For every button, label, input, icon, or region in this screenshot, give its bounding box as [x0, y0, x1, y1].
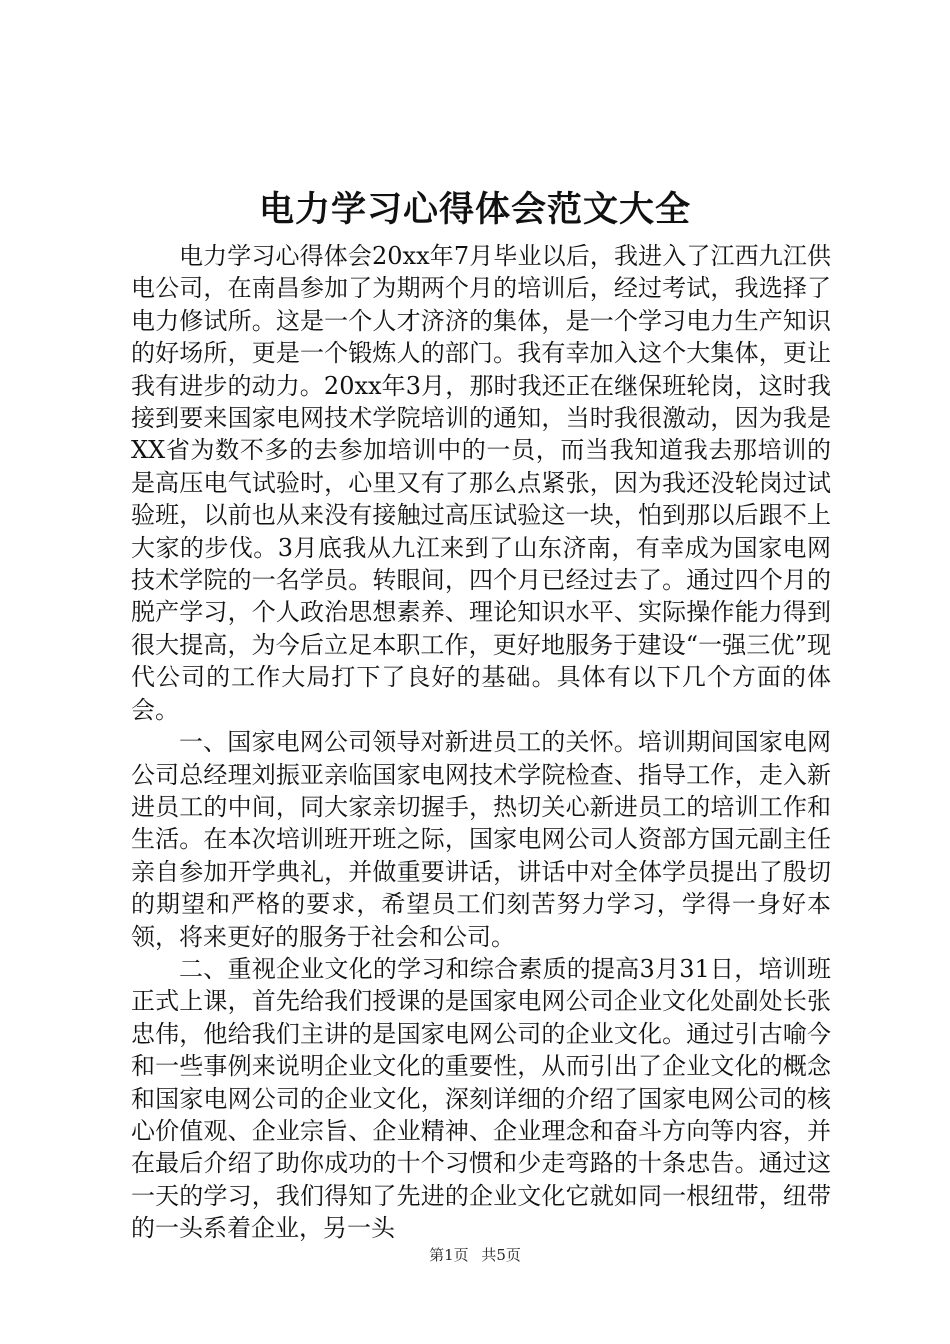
page-footer: [0, 1245, 950, 1265]
paragraph-section-two: 二、重视企业文化的学习和综合素质的提高3月31日，培训班正式上课，首先给我们授课的是国家电网公司企业文化处副处长张忠伟，他给我们主讲的是国家电网公司的企业文化。通过引古喻今和一些事例来说明企业文化的重要性，从而引出了企业文化的概念和国家电网公司的企业文化，深刻详细的介绍了国家电网公司的核心价值观、企业宗旨、企业精神、企业理念和奋斗方向等内容，并在最后介绍了助你成功的十个习惯和少走弯路的十条忠告。通过这一天的学习，我们得知了先进的企业文化它就如同一根纽带，纽带的一头系着企业，另一头: [131, 954, 831, 1243]
page-total: 共5页: [481, 1246, 521, 1264]
document-body: [131, 240, 831, 1245]
paragraph-section-one: 一、国家电网公司领导对新进员工的关怀。培训期间国家电网公司总经理刘振亚亲临国家电网技术学院检查、指导工作，走入新进员工的中间，同大家亲切握手，热切关心新进员工的培训工作和生活。在本次培训班开班之际，国家电网公司人资部方国元副主任亲自参加开学典礼，并做重要讲话，讲话中对全体学员提出了殷切的期望和严格的要求，希望员工们刻苦努力学习，学得一身好本领，将来更好的服务于社会和公司。: [131, 728, 831, 951]
page-number: 第1页: [429, 1246, 469, 1264]
document-title: 电力学习心得体会范文大全: [258, 189, 691, 230]
paragraph-intro: 电力学习心得体会20xx年7月毕业以后，我进入了江西九江供电公司，在南昌参加了为期两个月的培训后，经过考试，我选择了电力修试所。这是一个人才济济的集体，是一个学习电力生产知识的好场所，更是一个锻炼人的部门。我有幸加入这个大集体，更让我有进步的动力。20xx年3月，那时我还正在继保班轮岗，这时我接到要来国家电网技术学院培训的通知，当时我很激动，因为我是XX省为数不多的去参加培训中的一员，而当我知道我去那培训的是高压电气试验时，心里又有了那么点紧张，因为我还没轮岗过试验班，以前也从来没有接触过高压试验这一块，怕到那以后跟不上大家的步伐。3月底我从九江来到了山东济南，有幸成为国家电网技术学院的一名学员。转眼间，四个月已经过去了。通过四个月的脱产学习，个人政治思想素养、理论知识水平、实际操作能力得到很大提高，为今后立足本职工作，更好地服务于建设“一强三优”现代公司的工作大局打下了良好的基础。具体有以下几个方面的体会。: [131, 242, 831, 724]
